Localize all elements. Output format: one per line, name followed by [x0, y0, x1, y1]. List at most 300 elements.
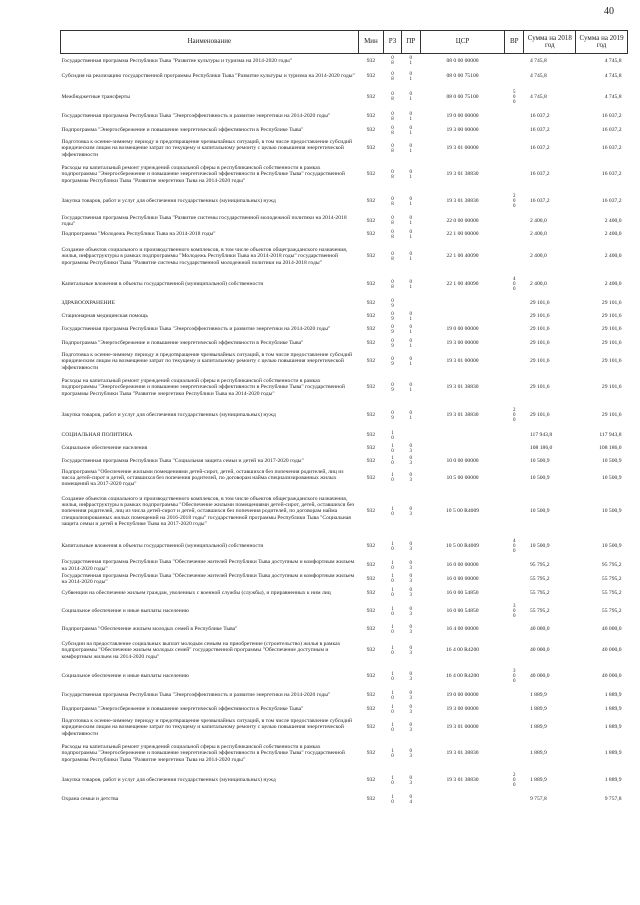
row-sum-2018: 29 101,6 — [529, 358, 550, 365]
row-name: Социальное обеспечение и иные выплаты населению — [61, 673, 189, 680]
row-sum-2019: 2 400,0 — [604, 217, 622, 224]
row-min: 932 — [366, 217, 376, 224]
table-row — [61, 337, 628, 351]
row-pr: 0 3 — [409, 671, 413, 682]
row-rz: 0 9 — [391, 382, 394, 393]
row-csr: 16 0 00 00000 — [446, 562, 479, 569]
row-name: Подпрограмма "Обеспечение жилыми помещениями детей-сирот, детей, оставшихся без попечения родителей, лиц из числа детей-сирот и детей, оставшихся без попечения родителей, по договорам найма специализированных жилых помещений на 2017-2020 годы" — [61, 468, 344, 488]
row-rz: 0 8 — [391, 169, 394, 180]
row-sum-2019: 4 745,8 — [604, 58, 622, 65]
row-sum-2019: 4 745,8 — [604, 73, 622, 80]
row-vr — [505, 124, 524, 138]
row-vr — [505, 637, 524, 665]
row-pr: 0 3 — [409, 624, 413, 635]
row-sum-2018: 40 000,0 — [529, 626, 550, 633]
row-sum-2019: 4 745,8 — [604, 93, 622, 100]
table-row — [61, 793, 628, 807]
row-sum-2019: 1 889,9 — [604, 692, 622, 699]
row-sum-2019: 16 037,2 — [601, 171, 622, 178]
row-min: 932 — [366, 313, 376, 320]
row-vr: 4 0 0 — [513, 539, 516, 554]
row-min: 932 — [366, 647, 376, 654]
row-rz: 0 9 — [391, 311, 394, 322]
row-csr: 19 3 00 00000 — [446, 706, 479, 713]
table-row — [61, 468, 628, 489]
row-pr: 0 1 — [409, 311, 413, 322]
row-name: Капитальные вложения в объекты государственной (муниципальной) собственности — [61, 281, 264, 288]
row-sum-2018: 95 795,2 — [529, 562, 550, 569]
row-csr: 19 0 00 00000 — [446, 113, 479, 120]
row-min: 932 — [366, 796, 376, 803]
row-sum-2019: 55 795,2 — [601, 608, 622, 615]
row-sum-2018: 16 037,2 — [529, 113, 550, 120]
row-name: Подготовка к осенне-зимнему периоду и предотвращение чрезвычайных ситуаций, в том числе предоставление субсидий юридическим лицам на возмещение затрат по текущему и капитальному ремонту с целью повышения энергетической эффективности — [61, 718, 353, 737]
table-row — [61, 160, 628, 190]
row-sum-2019: 10 500,9 — [601, 457, 622, 464]
row-vr — [505, 110, 524, 124]
row-vr: 2 0 0 — [513, 773, 516, 788]
row-sum-2018: 29 101,6 — [529, 412, 550, 419]
row-rz: 1 0 — [391, 704, 394, 715]
row-csr: 10 5 00 R4009 — [445, 508, 480, 515]
row-min: 932 — [366, 384, 376, 391]
table-row — [61, 429, 628, 443]
row-min: 932 — [366, 575, 376, 582]
row-rz: 0 8 — [391, 125, 394, 136]
table-row — [61, 214, 628, 229]
row-rz: 0 8 — [391, 216, 394, 226]
row-sum-2019: 29 101,6 — [601, 358, 622, 365]
row-name: Социальное обеспечение и иные выплаты населению — [61, 608, 189, 615]
row-min: 932 — [366, 300, 376, 307]
row-sum-2019: 29 101,6 — [601, 384, 622, 391]
row-min: 932 — [366, 626, 376, 633]
row-sum-2019: 2 400,0 — [604, 281, 622, 288]
row-vr — [505, 793, 524, 807]
table-row — [61, 703, 628, 717]
table-row — [61, 623, 628, 637]
row-sum-2018: 1 889,9 — [529, 724, 547, 731]
row-vr — [505, 739, 524, 769]
row-pr: 0 3 — [409, 588, 413, 598]
table-row — [61, 601, 628, 623]
row-sum-2019: 1 889,9 — [604, 750, 622, 757]
row-sum-2019: 40 000,0 — [601, 647, 622, 654]
row-sum-2018: 16 037,2 — [529, 198, 550, 205]
row-pr: 0 1 — [409, 410, 413, 421]
row-rz: 0 8 — [391, 229, 394, 240]
row-sum-2018: 55 795,2 — [529, 608, 550, 615]
row-sum-2019: 29 101,6 — [601, 300, 622, 307]
row-sum-2019: 10 500,9 — [601, 474, 622, 481]
row-name: Закупка товаров, работ и услуг для обеспечения государственных (муниципальных) нужд — [61, 198, 276, 205]
row-vr: 3 0 0 — [513, 604, 516, 619]
row-vr — [505, 559, 524, 573]
row-sum-2019: 40 000,0 — [601, 673, 622, 680]
row-rz: 1 0 — [391, 574, 394, 584]
row-csr: 22 1 00 40090 — [446, 281, 479, 288]
row-sum-2018: 55 795,2 — [529, 575, 550, 582]
row-vr — [505, 703, 524, 717]
row-csr: 19 0 00 00000 — [446, 326, 479, 333]
row-name: Государственная программа Республики Тыва "Обеспечение жителей Республики Тыва доступным и комфортным жильем на 2014-2020 годы" — [61, 572, 355, 585]
row-sum-2018: 40 000,0 — [529, 673, 550, 680]
table-row — [61, 54, 628, 69]
row-pr: 0 3 — [409, 645, 413, 656]
row-name: Подготовка к осенне-зимнему периоду и предотвращение чрезвычайных ситуаций, в том числе предоставление субсидий юридическим лицам на возмещение затрат по текущему и капитальному ремонту с целью повышения энергетической эффективности — [61, 352, 353, 371]
row-rz: 1 0 — [391, 624, 394, 635]
row-rz: 0 9 — [391, 324, 394, 335]
row-sum-2018: 10 500,9 — [529, 457, 550, 464]
row-rz: 1 0 — [391, 456, 394, 466]
row-rz: 0 8 — [391, 251, 394, 262]
table-row — [61, 323, 628, 337]
row-sum-2018: 2 400,0 — [529, 231, 547, 238]
row-name: Расходы на капитальный ремонт учреждений социальной сферы в республиканской собственности в рамках подпрограммы "Энергосбережение и повышение энергетической эффективности в Республике Тыва" государственной программы Республики Тыва "Развитие энергетики Тыва на 2014-2020 годы" — [61, 744, 345, 763]
header-min: Мин — [358, 31, 384, 54]
row-min: 932 — [366, 474, 376, 481]
row-min: 932 — [366, 93, 376, 100]
header-sum-2018: Сумма на 2018 год — [524, 31, 576, 54]
row-pr: 0 1 — [409, 71, 413, 82]
row-pr: 0 1 — [409, 169, 413, 180]
row-rz: 0 8 — [391, 56, 394, 67]
row-csr: 08 0 00 75100 — [446, 93, 479, 100]
row-name: Расходы на капитальный ремонт учреждений социальной сферы в республиканской собственности в рамках подпрограммы "Энергосбережение и повышение энергетической эффективности в Республике Тыва" государственной программы Республики Тыва "Развитие энергетики Тыва на 2014-2020 годы" — [61, 165, 345, 184]
row-vr — [505, 69, 524, 85]
row-pr: 0 3 — [409, 473, 413, 483]
row-rz: 1 0 — [391, 671, 394, 682]
row-csr — [420, 297, 504, 311]
row-pr: 0 1 — [409, 382, 413, 393]
row-vr — [505, 429, 524, 443]
row-pr — [401, 429, 420, 443]
row-csr: 16 0 00 54850 — [446, 589, 479, 596]
table-row — [61, 586, 628, 601]
row-csr: 22 0 00 00000 — [446, 217, 479, 224]
row-vr — [505, 373, 524, 403]
row-name: Создание объектов социального и производственного комплексов, в том числе объектов общегражданского назначения, жилья, инфраструктуры в рамках подпрограммы "Обеспечение жилыми помещениями детей-сирот, детей, оставшихся без попечения родителей, лиц из числа детей-сирот и детей, оставшихся без попечения родителей, по договорам найма специализированных жилых помещений на 2016-2018 годы" государственной программы Республики Тыва "Социальная защита семьи и детей в Республике Тыва на 2017-2020 годы" — [61, 495, 355, 527]
table-row — [61, 373, 628, 403]
row-min: 932 — [366, 543, 376, 550]
row-rz: 1 0 — [391, 506, 394, 517]
row-pr: 0 3 — [409, 606, 413, 617]
row-name: Стационарная медицинская помощь — [61, 313, 148, 320]
row-sum-2018: 16 037,2 — [529, 127, 550, 134]
row-min: 932 — [366, 608, 376, 615]
row-pr: 0 4 — [409, 794, 413, 805]
row-sum-2018: 1 889,9 — [529, 692, 547, 699]
row-sum-2019: 10 500,9 — [601, 508, 622, 515]
row-name: Закупка товаров, работ и услуг для обеспечения государственных (муниципальных) нужд — [61, 412, 276, 419]
row-rz: 1 0 — [391, 473, 394, 483]
row-pr: 0 3 — [409, 541, 413, 552]
row-name: Государственная программа Республики Тыва "Обеспечение жителей Республики Тыва доступным и комфортным жильем на 2014-2020 годы" — [61, 559, 355, 572]
table-row — [61, 190, 628, 214]
row-name: Подготовка к осенне-зимнему периоду и предотвращение чрезвычайных ситуаций, в том числе предоставление субсидий юридическим лицам на возмещение затрат по текущему и капитальному ремонту с целью повышения энергетической эффективности — [61, 139, 353, 158]
row-min: 932 — [366, 171, 376, 178]
row-rz: 0 9 — [391, 356, 394, 367]
row-name: Государственная программа Республики Тыва "Развитие системы государственной молодежной политики на 2014-2018 годы" — [61, 214, 347, 227]
table-row — [61, 229, 628, 241]
row-sum-2018: 2 400,0 — [529, 217, 547, 224]
table-row — [61, 769, 628, 793]
row-sum-2018: 16 037,2 — [529, 145, 550, 152]
row-sum-2019: 1 889,9 — [604, 706, 622, 713]
row-pr: 0 3 — [409, 690, 413, 701]
table-row — [61, 311, 628, 323]
row-min: 932 — [366, 358, 376, 365]
row-min: 932 — [366, 706, 376, 713]
row-pr: 0 1 — [409, 196, 413, 207]
row-name: Капитальные вложения в объекты государственной (муниципальной) собственности — [61, 543, 264, 550]
row-rz: 0 8 — [391, 71, 394, 82]
row-csr — [420, 311, 504, 323]
row-sum-2018: 10 500,9 — [529, 474, 550, 481]
row-rz: 1 0 — [391, 588, 394, 598]
table-row — [61, 297, 628, 311]
row-sum-2018: 55 795,2 — [529, 589, 550, 596]
row-name: Субвенции на обеспечение жильем граждан, уволенных с военной службы (службы), и приравненных к ним лиц — [61, 589, 331, 596]
table-row — [61, 443, 628, 455]
row-pr: 0 3 — [409, 574, 413, 584]
row-name: Закупка товаров, работ и услуг для обеспечения государственных (муниципальных) нужд — [61, 777, 276, 784]
row-pr: 0 1 — [409, 216, 413, 226]
table-row — [61, 403, 628, 429]
row-name: Государственная программа Республики Тыва "Социальная защита семьи и детей на 2017-2020 годы" — [61, 457, 304, 464]
table-row — [61, 241, 628, 273]
row-rz: 0 8 — [391, 196, 394, 207]
row-name: Государственная программа Республики Тыва "Энергоэффективность и развитие энергетики на 2014-2020 годы" — [61, 326, 331, 333]
row-name: Создание объектов социального и производственного комплексов, в том числе объектов общегражданского назначения, жилья, инфраструктуры в рамках подпрограммы "Молодежь Республики Тыва на 2014-2018 годы" государственной программы Республики Тыва "Развитие системы государственной молодежной политики на 2014-2018 годы" — [61, 247, 348, 266]
row-csr: 08 0 00 00000 — [446, 58, 479, 65]
row-rz: 1 0 — [391, 443, 394, 454]
row-vr: 2 0 0 — [513, 408, 516, 423]
row-vr — [505, 323, 524, 337]
row-name: Межбюджетные трансферты — [61, 93, 130, 100]
row-csr: 19 3 01 38830 — [446, 384, 479, 391]
header-vr: ВР — [505, 31, 524, 54]
row-csr: 19 3 01 38830 — [446, 412, 479, 419]
table-row — [61, 455, 628, 468]
table-row — [61, 559, 628, 573]
row-csr: 19 3 01 00000 — [446, 358, 479, 365]
table-row — [61, 69, 628, 85]
row-pr: 0 3 — [409, 748, 413, 759]
row-vr — [505, 586, 524, 601]
row-min: 932 — [366, 673, 376, 680]
row-name: Подпрограмма "Обеспечение жильем молодых семей в Республике Тыва" — [61, 626, 238, 633]
row-rz: 1 0 — [391, 794, 394, 805]
row-sum-2018: 29 101,6 — [529, 313, 550, 320]
row-name: Субсидии на предоставление социальных выплат молодым семьям на приобретение (строительство) жилья в рамках подпрограммы "Обеспечение жильем молодых семей" государственной программы "Обеспечение доступным и комфортным жильем на 2014-2020 годы" — [61, 641, 341, 660]
row-sum-2018: 1 889,9 — [529, 750, 547, 757]
row-name: СОЦИАЛЬНАЯ ПОЛИТИКА — [61, 432, 133, 439]
row-name: Субсидия на реализацию государственной программы Республики Тыва "Развитие культуры и туризма на 2014-2020 годы" — [61, 73, 355, 80]
table-row — [61, 637, 628, 665]
row-sum-2019: 108 186,0 — [599, 445, 622, 452]
row-name: Подпрограмма "Энергосбережение и повышение энергетической эффективности в Республике Тыва" — [61, 127, 304, 134]
row-pr: 0 3 — [409, 722, 413, 733]
row-name: Социальное обеспечение населения — [61, 445, 148, 452]
row-sum-2018: 29 101,6 — [529, 326, 550, 333]
row-sum-2019: 55 795,2 — [601, 575, 622, 582]
row-vr — [505, 229, 524, 241]
row-sum-2018: 29 101,6 — [529, 384, 550, 391]
header-pr: ПР — [401, 31, 420, 54]
row-min: 932 — [366, 432, 376, 439]
row-rz: 0 8 — [391, 111, 394, 122]
row-vr — [505, 297, 524, 311]
row-pr: 0 1 — [409, 279, 413, 290]
row-sum-2018: 2 400,0 — [529, 253, 547, 260]
row-csr: 19 3 00 00000 — [446, 127, 479, 134]
row-sum-2018: 4 745,8 — [529, 93, 547, 100]
row-sum-2018: 10 500,9 — [529, 543, 550, 550]
row-csr: 19 3 01 38830 — [446, 750, 479, 757]
table-row — [61, 351, 628, 373]
row-min: 932 — [366, 589, 376, 596]
row-pr: 0 3 — [409, 560, 413, 571]
row-sum-2019: 2 400,0 — [604, 231, 622, 238]
row-rz: 1 0 — [391, 645, 394, 656]
row-rz: 0 9 — [391, 410, 394, 421]
row-min: 932 — [366, 457, 376, 464]
row-vr: 4 0 0 — [513, 277, 516, 292]
row-csr: 19 3 01 38830 — [446, 777, 479, 784]
row-vr — [505, 160, 524, 190]
row-min: 932 — [366, 145, 376, 152]
row-min: 932 — [366, 508, 376, 515]
row-pr: 0 1 — [409, 324, 413, 335]
row-name: Государственная программа Республики Тыва "Энергоэффективность и развитие энергетики на 2014-2020 годы" — [61, 692, 331, 699]
table-row — [61, 138, 628, 160]
header-name: Наименование — [61, 31, 359, 54]
row-sum-2019: 1 889,9 — [604, 724, 622, 731]
row-rz: 0 8 — [391, 279, 394, 290]
row-pr: 0 3 — [409, 506, 413, 517]
row-sum-2018: 29 101,6 — [529, 340, 550, 347]
table-body — [61, 54, 628, 807]
table-row — [61, 717, 628, 739]
row-csr: 16 0 00 00000 — [446, 575, 479, 582]
row-pr: 0 3 — [409, 456, 413, 466]
row-csr: 19 0 00 00000 — [446, 692, 479, 699]
row-sum-2019: 29 101,6 — [601, 340, 622, 347]
table-header — [61, 31, 628, 54]
row-min: 932 — [366, 692, 376, 699]
row-csr — [420, 429, 504, 443]
row-sum-2019: 16 037,2 — [601, 127, 622, 134]
row-sum-2019: 2 400,0 — [604, 253, 622, 260]
row-min: 932 — [366, 326, 376, 333]
row-pr: 0 3 — [409, 775, 413, 786]
row-csr: 16 4 00 R4200 — [445, 647, 480, 654]
row-pr: 0 1 — [409, 229, 413, 240]
row-sum-2019: 29 101,6 — [601, 326, 622, 333]
row-csr: 19 3 01 00000 — [446, 145, 479, 152]
row-min: 932 — [366, 562, 376, 569]
row-vr — [505, 138, 524, 160]
row-rz: 1 0 — [391, 690, 394, 701]
row-vr — [505, 573, 524, 586]
row-sum-2018: 117 943,8 — [529, 432, 553, 439]
row-min: 932 — [366, 73, 376, 80]
row-sum-2019: 29 101,6 — [601, 313, 622, 320]
row-rz: 1 0 — [391, 775, 394, 786]
row-vr — [505, 717, 524, 739]
table-row — [61, 110, 628, 124]
row-name: Подпрограмма "Энергосбережение и повышение энергетической эффективности в Республике Тыва" — [61, 706, 304, 713]
row-csr: 22 1 00 00000 — [446, 231, 479, 238]
row-sum-2018: 108 186,0 — [529, 445, 553, 452]
row-sum-2019: 117 943,8 — [599, 432, 622, 439]
table-row — [61, 489, 628, 535]
row-csr: 10 5 00 00000 — [446, 474, 479, 481]
row-min: 932 — [366, 412, 376, 419]
row-csr — [420, 793, 504, 807]
row-sum-2018: 4 745,8 — [529, 58, 547, 65]
row-sum-2019: 1 889,9 — [604, 777, 622, 784]
row-vr — [505, 455, 524, 468]
row-csr: 19 3 01 00000 — [446, 724, 479, 731]
page-number: 40 — [604, 6, 614, 17]
row-min: 932 — [366, 198, 376, 205]
table-row — [61, 665, 628, 689]
table-row — [61, 689, 628, 703]
row-pr: 0 3 — [409, 443, 413, 454]
row-rz: 1 0 — [391, 748, 394, 759]
row-rz: 1 0 — [391, 560, 394, 571]
row-min: 932 — [366, 58, 376, 65]
row-sum-2018: 1 889,9 — [529, 706, 547, 713]
row-rz: 1 0 — [391, 430, 394, 441]
row-min: 932 — [366, 445, 376, 452]
row-min: 932 — [366, 750, 376, 757]
row-pr: 0 1 — [409, 251, 413, 262]
row-min: 932 — [366, 724, 376, 731]
header-rz: РЗ — [384, 31, 401, 54]
row-csr: 19 3 00 00000 — [446, 340, 479, 347]
row-csr: 16 4 00 R4200 — [445, 673, 480, 680]
row-csr: 19 3 01 38830 — [446, 198, 479, 205]
row-sum-2018: 1 889,9 — [529, 777, 547, 784]
row-csr: 22 1 00 40090 — [446, 253, 479, 260]
row-name: ЗДРАВООХРАНЕНИЕ — [61, 300, 116, 307]
row-sum-2019: 16 037,2 — [601, 145, 622, 152]
row-name: Подпрограмма "Молодежь Республики Тыва на 2014-2018 годы" — [61, 231, 216, 238]
row-rz: 1 0 — [391, 722, 394, 733]
row-sum-2019: 10 500,9 — [601, 543, 622, 550]
row-vr — [505, 689, 524, 703]
row-name: Государственная программа Республики Тыва "Энергоэффективность и развитие энергетики на 2014-2020 годы" — [61, 113, 331, 120]
table-row — [61, 85, 628, 110]
table-row — [61, 573, 628, 586]
row-vr — [505, 351, 524, 373]
row-sum-2019: 40 000,0 — [601, 626, 622, 633]
row-sum-2018: 2 400,0 — [529, 281, 547, 288]
row-csr: 08 0 00 75100 — [446, 73, 479, 80]
row-csr: 10 0 00 00000 — [446, 457, 479, 464]
row-min: 932 — [366, 281, 376, 288]
row-pr: 0 1 — [409, 92, 413, 102]
row-sum-2019: 16 037,2 — [601, 198, 622, 205]
row-sum-2018: 40 000,0 — [529, 647, 550, 654]
header-csr: ЦСР — [420, 31, 504, 54]
row-csr: 10 5 00 R4009 — [445, 543, 480, 550]
budget-table — [60, 30, 628, 807]
table-row — [61, 124, 628, 138]
